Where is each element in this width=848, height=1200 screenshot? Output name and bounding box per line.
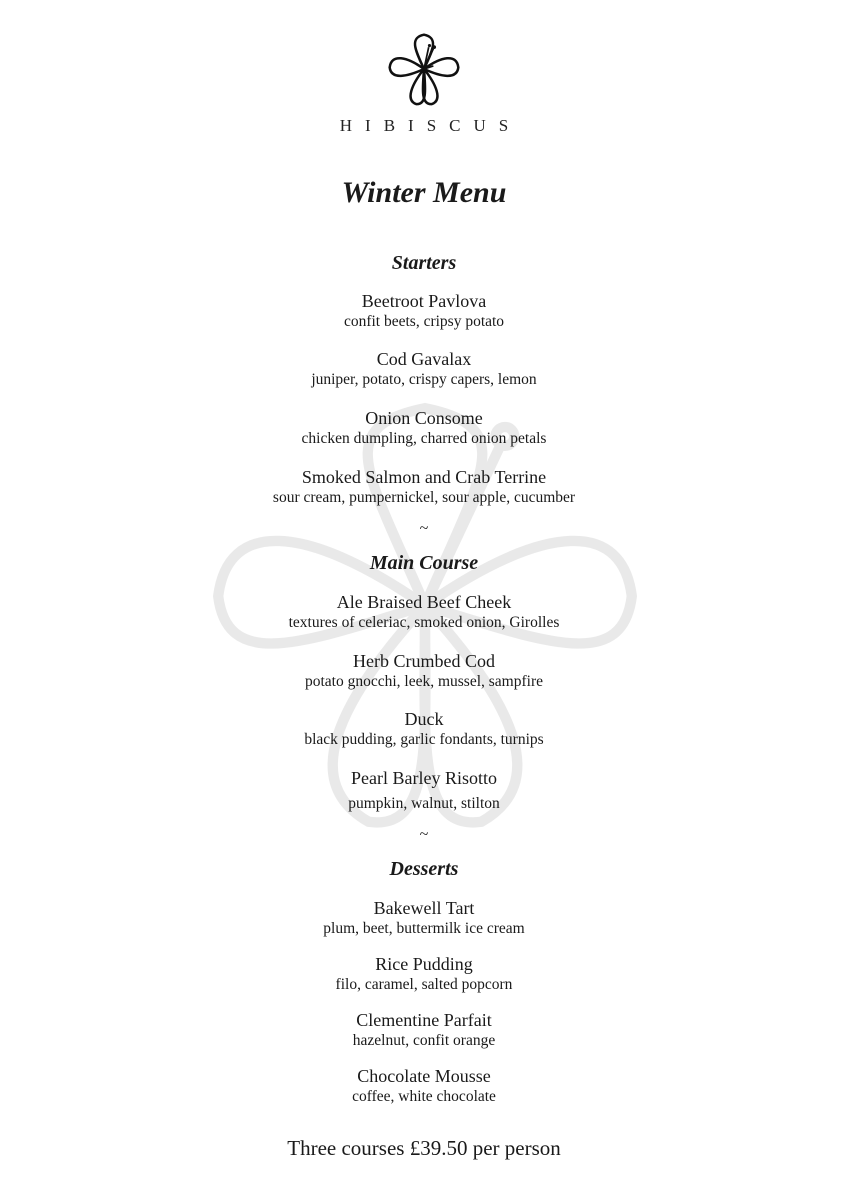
dish-name: Herb Crumbed Cod	[353, 651, 495, 671]
menu-item	[0, 650, 848, 692]
dish-description: hazelnut, confit orange	[352, 1032, 496, 1049]
price-line: Three courses £39.50 per person	[287, 1136, 561, 1160]
dish-description: plum, beet, buttermilk ice cream	[323, 920, 525, 937]
hibiscus-flower-icon	[384, 30, 464, 108]
dish-description: black pudding, garlic fondants, turnips	[304, 731, 544, 748]
menu-item	[0, 708, 848, 750]
menu-item	[0, 1009, 848, 1051]
menu-item	[0, 290, 848, 332]
menu-item	[0, 897, 848, 939]
menu-item	[0, 953, 848, 995]
section-separator: ~	[419, 826, 429, 843]
section-heading-desserts: Desserts	[389, 858, 459, 880]
dish-description: textures of celeriac, smoked onion, Girolles	[288, 614, 560, 631]
dish-description: confit beets, cripsy potato	[343, 313, 505, 330]
dish-name: Rice Pudding	[375, 954, 473, 974]
menu-item	[0, 591, 848, 633]
dish-name: Clementine Parfait	[356, 1010, 492, 1030]
dish-name: Smoked Salmon and Crab Terrine	[301, 467, 547, 487]
menu-item	[0, 407, 848, 449]
dish-name: Duck	[404, 709, 444, 729]
dish-name: Chocolate Mousse	[357, 1066, 491, 1086]
menu-item	[0, 466, 848, 508]
section-heading-starters: Starters	[391, 252, 457, 274]
brand-name: HIBISCUS	[339, 116, 522, 135]
section-heading-main-course: Main Course	[369, 552, 479, 574]
dish-name: Bakewell Tart	[373, 898, 475, 918]
section-separator: ~	[419, 520, 429, 537]
dish-name: Pearl Barley Risotto	[351, 768, 497, 788]
dish-name: Cod Gavalax	[376, 349, 472, 369]
menu-item	[0, 1065, 848, 1107]
menu-title: Winter Menu	[341, 176, 507, 209]
dish-description: pumpkin, walnut, stilton	[348, 795, 500, 812]
dish-description: potato gnocchi, leek, mussel, sampfire	[304, 673, 544, 690]
dish-description: coffee, white chocolate	[352, 1088, 496, 1105]
menu-item	[0, 767, 848, 814]
dish-description: filo, caramel, salted popcorn	[335, 976, 513, 993]
dish-description: juniper, potato, crispy capers, lemon	[311, 371, 537, 388]
dish-description: sour cream, pumpernickel, sour apple, cucumber	[272, 489, 576, 506]
logo	[0, 30, 848, 113]
menu-item	[0, 348, 848, 390]
dish-name: Ale Braised Beef Cheek	[336, 592, 512, 612]
dish-name: Onion Consome	[365, 408, 483, 428]
dish-name: Beetroot Pavlova	[361, 291, 487, 311]
dish-description: chicken dumpling, charred onion petals	[301, 430, 547, 447]
